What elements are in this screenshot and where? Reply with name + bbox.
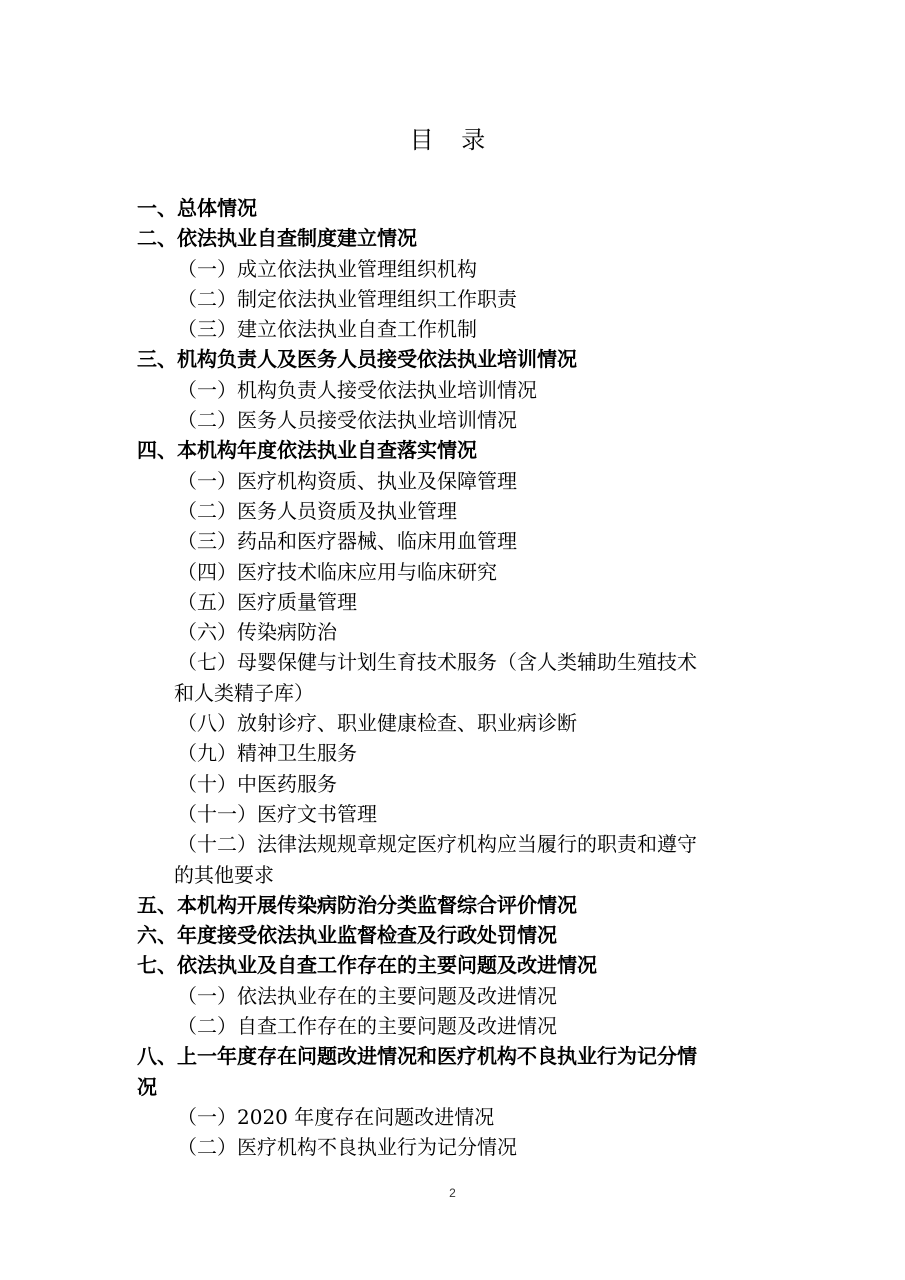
toc-subsection-entry: （一）成立依法执业管理组织机构 (177, 256, 477, 281)
toc-title: 目 录 (409, 126, 496, 154)
toc-subsection-entry: （五）医疗质量管理 (177, 589, 357, 614)
toc-subsection-entry: （二）医疗机构不良执业行为记分情况 (177, 1135, 517, 1160)
toc-section-entry: 况 (137, 1074, 157, 1099)
toc-subsection-entry: （三）药品和医疗器械、临床用血管理 (177, 529, 517, 554)
toc-subsection-entry: （二）自查工作存在的主要问题及改进情况 (177, 1014, 557, 1039)
toc-section-entry: 四、本机构年度依法执业自查落实情况 (137, 438, 477, 463)
toc-subsection-entry: （十）中医药服务 (177, 771, 337, 796)
toc-subsection-entry: （四）医疗技术临床应用与临床研究 (177, 559, 497, 584)
toc-section-entry: 八、上一年度存在问题改进情况和医疗机构不良执业行为记分情 (137, 1044, 697, 1069)
page-number: 2 (449, 1186, 456, 1200)
toc-subsection-entry: （一）机构负责人接受依法执业培训情况 (177, 377, 537, 402)
toc-subsection-entry: （三）建立依法执业自查工作机制 (177, 317, 477, 342)
toc-subsection-entry: （十二）法律法规规章规定医疗机构应当履行的职责和遵守 (177, 832, 697, 857)
toc-subsection-entry: 和人类精子库） (174, 680, 314, 705)
toc-section-entry: 一、总体情况 (137, 196, 257, 220)
toc-subsection-entry: （一）医疗机构资质、执业及保障管理 (177, 468, 517, 493)
table-of-contents (137, 193, 777, 1163)
toc-subsection-entry: 的其他要求 (174, 862, 274, 887)
toc-section-entry: 七、依法执业及自查工作存在的主要问题及改进情况 (137, 953, 597, 978)
toc-section-entry: 六、年度接受依法执业监督检查及行政处罚情况 (137, 923, 557, 948)
toc-section-entry: 五、本机构开展传染病防治分类监督综合评价情况 (137, 892, 577, 917)
toc-subsection-entry: （一）依法执业存在的主要问题及改进情况 (177, 983, 557, 1008)
toc-subsection-entry: （二）医务人员接受依法执业培训情况 (177, 408, 517, 433)
toc-subsection-entry: （二）制定依法执业管理组织工作职责 (177, 286, 517, 311)
toc-subsection-entry: （六）传染病防治 (177, 620, 337, 645)
toc-subsection-entry: （七）母婴保健与计划生育技术服务（含人类辅助生殖技术 (177, 650, 697, 675)
toc-subsection-entry: （九）精神卫生服务 (177, 741, 357, 766)
toc-subsection-entry: （十一）医疗文书管理 (177, 801, 377, 826)
toc-subsection-entry: （二）医务人员资质及执业管理 (177, 498, 457, 523)
toc-section-entry: 二、依法执业自查制度建立情况 (137, 226, 417, 251)
toc-section-entry: 三、机构负责人及医务人员接受依法执业培训情况 (137, 347, 577, 372)
toc-subsection-entry: （一）2020 年度存在问题改进情况 (177, 1104, 495, 1129)
toc-subsection-entry: （八）放射诊疗、职业健康检查、职业病诊断 (177, 711, 577, 736)
